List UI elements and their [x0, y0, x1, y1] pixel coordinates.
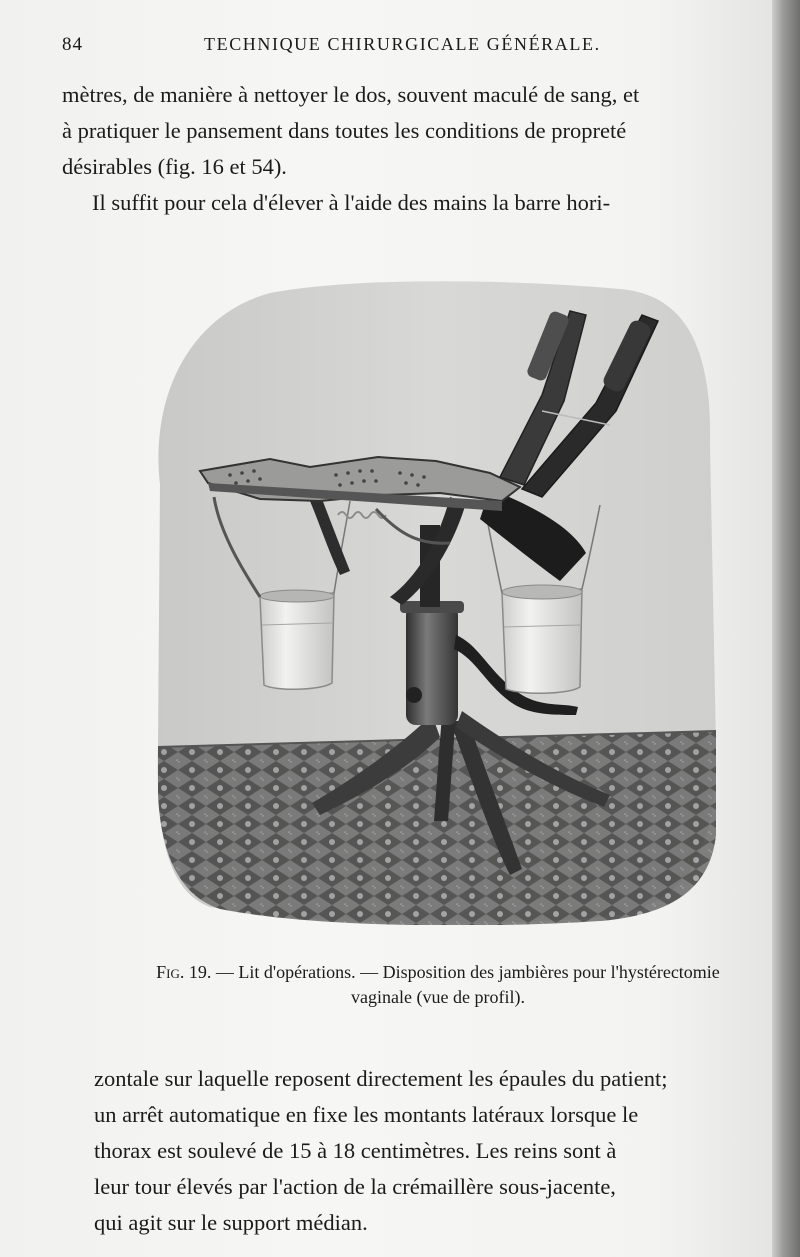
- text-line: désirables (fig. 16 et 54).: [62, 154, 287, 179]
- running-head: [62, 34, 752, 58]
- text-line: mètres, de manière à nettoyer le dos, souvent maculé de sang, et: [62, 82, 640, 107]
- text-line: un arrêt automatique en fixe les montants latéraux lorsque le: [94, 1102, 639, 1127]
- figure-caption: [88, 960, 788, 1010]
- text-line: à pratiquer le pansement dans toutes les conditions de propreté: [62, 118, 627, 143]
- operating-table-illustration: [150, 275, 718, 925]
- paragraph-bottom: [94, 1061, 788, 1241]
- text-line: zontale sur laquelle reposent directement les épaules du patient;: [94, 1066, 668, 1091]
- page-number: 84: [62, 34, 83, 55]
- text-line: Il suffit pour cela d'élever à l'aide des mains la barre hori-: [92, 190, 611, 215]
- figure-label: Fig. 19.: [156, 962, 212, 982]
- text-line: leur tour élevés par l'action de la crémaillère sous-jacente,: [94, 1174, 616, 1199]
- page-edge-shadow: [772, 0, 800, 1257]
- caption-text: — Lit d'opérations. — Disposition des jambières pour l'hystérectomie: [211, 962, 720, 982]
- text-line: thorax est soulevé de 15 à 18 centimètres. Les reins sont à: [94, 1138, 617, 1163]
- text-line: qui agit sur le support médian.: [94, 1210, 368, 1235]
- paragraph-top: [62, 77, 752, 221]
- caption-text-continued: vaginale (vue de profil).: [351, 987, 525, 1007]
- running-title: TECHNIQUE CHIRURGICALE GÉNÉRALE.: [204, 34, 601, 54]
